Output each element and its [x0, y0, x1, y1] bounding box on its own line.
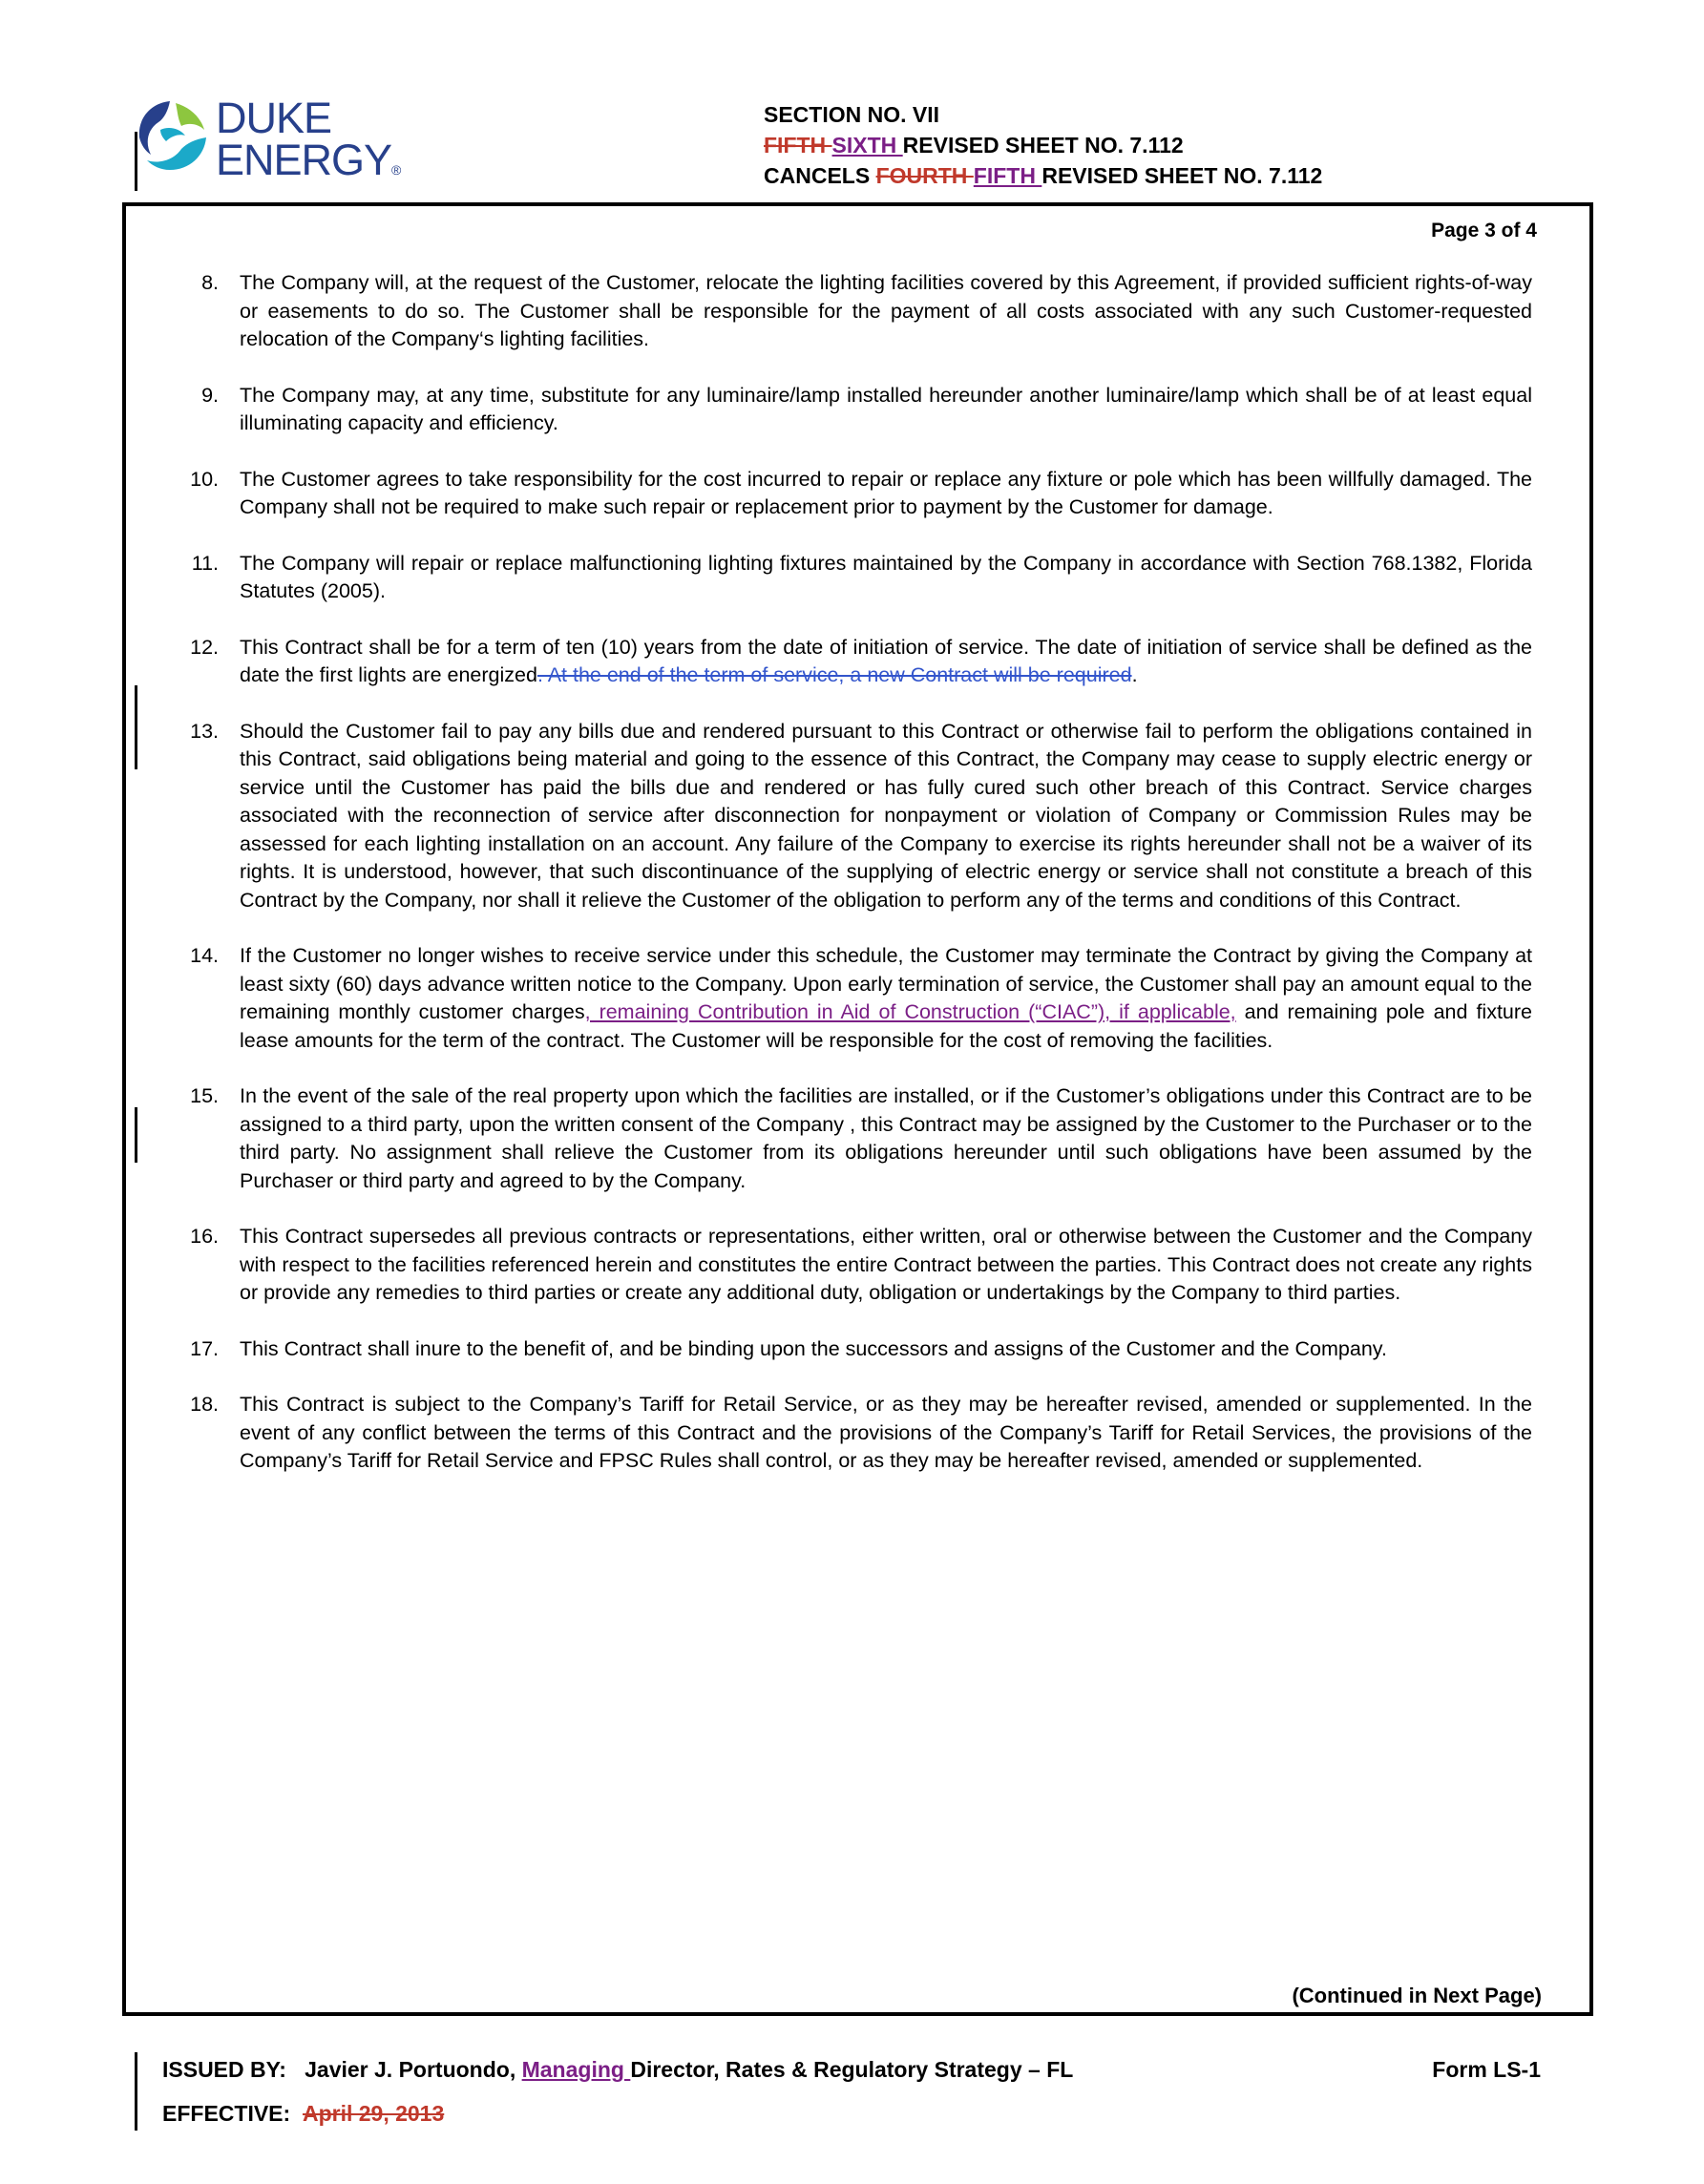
inserted-text: , remaining Contribution in Aid of Construction (“CIAC”), if applicable, — [584, 1000, 1236, 1023]
continued-note: (Continued in Next Page) — [1292, 1984, 1542, 2007]
clause-number: 8. — [201, 271, 219, 294]
clause-number: 16. — [190, 1225, 219, 1248]
clause-number: 11. — [191, 551, 219, 575]
issued-by-line — [162, 2057, 1073, 2083]
clause-text: In the event of the sale of the real property upon which the facilities are installed, or if the Customer’s obligations under this Contract are to be assigned to a third party, upon the written consent of the Company , this Contract may be assigned by the Customer to the Purchaser or to the third party. No assignment shall relieve the Customer from its obligations hereunder until such obligations have been assumed by the Purchaser or third party and agreed to by the Company. — [240, 1084, 1532, 1192]
clause-item — [188, 382, 1532, 438]
sheet-number: REVISED SHEET NO. 7.112 — [902, 133, 1184, 158]
issuer-title: Director, Rates & Regulatory Strategy – FL — [630, 2057, 1074, 2082]
clause-item — [188, 1082, 1532, 1195]
clause-number: 17. — [190, 1336, 219, 1360]
clause-text: This Contract shall inure to the benefit of, and be binding upon the successors and assigns of the Customer and the Company. — [240, 1336, 1387, 1360]
clause-number: 12. — [190, 635, 219, 659]
cancels-line — [764, 160, 1322, 191]
form-number: Form LS-1 — [1432, 2057, 1541, 2082]
clause-item — [188, 718, 1532, 915]
page-number: Page 3 of 4 — [1431, 220, 1537, 242]
clause-item — [188, 466, 1532, 522]
cancels-prefix: CANCELS — [764, 163, 876, 188]
issuer-name: Javier J. Portuondo, — [305, 2057, 522, 2082]
clause-text: This Contract supersedes all previous contracts or representations, either written, oral or otherwise between the Customer and the Company with respect to the facilities referenced herein and constitutes the entire Contract between the parties. This Contract does not create any rights or provide any remedies to third parties or create any additional duty, obligation or undertakings by the Company to third parties. — [240, 1225, 1532, 1304]
clause-item — [188, 1223, 1532, 1308]
clause-number: 13. — [190, 719, 219, 743]
clause-tail: and remaining pole and fixture lease amounts for the term of the contract. The Customer will be responsible for the cost of removing the facilities. — [240, 1000, 1532, 1052]
clause-number: 14. — [190, 944, 219, 967]
cancels-sheet-number: REVISED SHEET NO. 7.112 — [1041, 163, 1323, 188]
revised-sheet-line — [764, 130, 1322, 160]
sheet-header — [764, 99, 1322, 191]
clause-item — [188, 634, 1532, 690]
clause-item — [188, 1335, 1532, 1364]
clause-item — [188, 1391, 1532, 1476]
clause-number: 15. — [190, 1084, 219, 1107]
clause-item — [188, 550, 1532, 606]
clause-text: This Contract shall be for a term of ten (10) years from the date of initiation of service. The date of initiation of service shall be defined as the date the first lights are energized — [240, 635, 1532, 686]
clause-text: The Company will, at the request of the Customer, relocate the lighting facilities covered by this Agreement, if provided sufficient rights-of-way or easements to do so. The Customer shall be responsible for the payment of all costs associated with any such Customer-requested relocation of the Company‘s lighting facilities. — [240, 271, 1532, 350]
clause-text: If the Customer no longer wishes to receive service under this schedule, the Customer may terminate the Contract by giving the Company at least sixty (60) days advance written notice to the Company. Upon early termination of service, the Customer shall pay an amount equal to the remaining monthly customer charges — [240, 944, 1532, 1023]
clause-number: 9. — [201, 383, 219, 407]
inserted-title-word: Managing — [521, 2057, 631, 2082]
clause-text: The Company may, at any time, substitute for any luminaire/lamp installed hereunder another luminaire/lamp which shall be of at least equal illuminating capacity and efficiency. — [240, 383, 1532, 434]
logo-line2: ENERGY — [216, 136, 392, 184]
clause-text: Should the Customer fail to pay any bills due and rendered pursuant to this Contract or otherwise fail to perform the obligations contained in this Contract, said obligations being material and going to the essence of this Contract, the Company may cease to supply electric energy or service until the Customer has paid the bills due and rendered or has fully cured such other breach of this Contract. Service charges associated with the reconnection of service after disconnection for nonpayment or violation of Company or Commission Rules may be assessed for each lighting installation on an account. Any failure of the Company to exercise its rights hereunder shall not be a waiver of its rights. It is understood, however, that such discontinuance of the supplying of electric energy or service shall not constitute a breach of this Contract by the Company, nor shall it relieve the Customer of the obligation to perform any of the terms and conditions of this Contract. — [240, 719, 1532, 912]
logo-line1: DUKE — [216, 94, 332, 142]
deleted-effective-date: April 29, 2013 — [302, 2101, 445, 2126]
clause-number: 18. — [190, 1393, 219, 1416]
footer-change-bar — [135, 2052, 137, 2131]
logo-change-bar — [135, 132, 137, 191]
clause-tail: . — [1131, 663, 1138, 686]
effective-label: EFFECTIVE: — [162, 2101, 291, 2126]
effective-line — [162, 2101, 444, 2127]
clause-text: The Company will repair or replace malfunctioning lighting fixtures maintained by the Company in accordance with Section 768.1382, Florida Statutes (2005). — [240, 551, 1532, 602]
inserted-cancels-ordinal: FIFTH — [973, 163, 1042, 188]
clause-number: 10. — [190, 467, 219, 491]
section-number: SECTION NO. VII — [764, 102, 940, 127]
clause-text: The Customer agrees to take responsibility for the cost incurred to repair or replace any fixture or pole which has been willfully damaged. The Company shall not be required to make such repair or replacement prior to payment by the Customer for damage. — [240, 467, 1532, 518]
clause-item — [188, 269, 1532, 354]
clause-item — [188, 942, 1532, 1055]
duke-energy-logo — [132, 95, 418, 191]
deleted-cancels-ordinal: FOURTH — [875, 163, 974, 188]
issued-by-label: ISSUED BY: — [162, 2057, 286, 2082]
duke-energy-mark-icon — [132, 95, 214, 178]
clause-text: This Contract is subject to the Company’s Tariff for Retail Service, or as they may be hereafter revised, amended or supplemented. In the event of any conflict between the terms of this Contract and the provisions of the Company’s Tariff for Retail Services, the provisions of the Company’s Tariff for Retail Service and FPSC Rules shall control, or as they may be hereafter revised, amended or supplemented. — [240, 1393, 1532, 1472]
deleted-text: . At the end of the term of service, a new Contract will be required — [536, 663, 1132, 686]
deleted-sheet-ordinal: FIFTH — [764, 133, 832, 158]
clause-list — [188, 269, 1532, 1503]
document-frame — [122, 202, 1593, 2016]
inserted-sheet-ordinal: SIXTH — [831, 133, 903, 158]
logo-trademark: ® — [391, 162, 401, 178]
